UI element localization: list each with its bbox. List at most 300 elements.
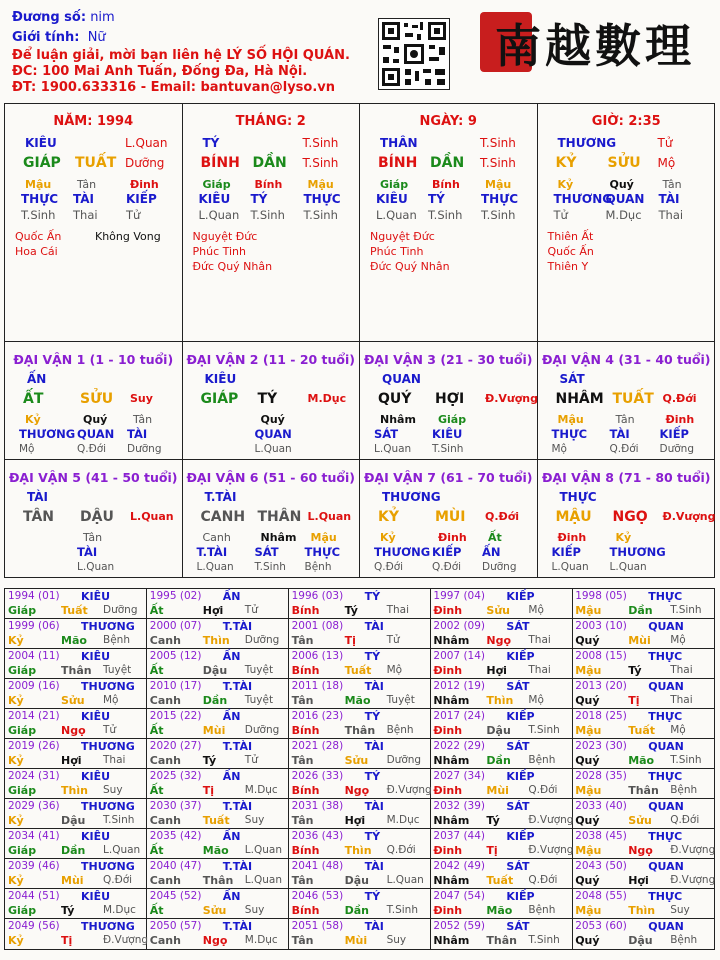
year-state: Thai: [103, 754, 126, 766]
year-chi: Hợi: [628, 874, 649, 887]
year-chi: Mùi: [628, 634, 651, 647]
year-state: Tử: [244, 604, 258, 616]
header-line-phone: ĐT: 1900.633316 - Email: bantuvan@lyso.vn: [12, 80, 336, 95]
year-state: L.Quan: [244, 844, 282, 856]
year-chi: Dần: [344, 904, 369, 917]
year-chi: Tuất: [486, 874, 514, 887]
year-chi: Mão: [202, 844, 229, 857]
year-state: L.Quan: [103, 844, 141, 856]
year-can: Bính: [291, 904, 320, 917]
dai-van-state: Q.Đới: [485, 510, 520, 523]
year-label: 2022 (29): [433, 740, 486, 752]
dai-van-cell: [5, 460, 183, 578]
year-label: 2024 (31): [8, 770, 60, 782]
year-god: KIẾP: [506, 650, 535, 663]
year-chi: Ngọ: [344, 784, 370, 797]
qr-code-icon[interactable]: [378, 18, 450, 90]
year-can: Bính: [291, 724, 320, 737]
year-god: TÝ: [364, 710, 381, 723]
year-chi: Dần: [61, 844, 86, 857]
year-state: Tuyệt: [244, 664, 274, 676]
hidden-star: Thai: [73, 208, 98, 222]
year-chi: Hợi: [344, 814, 366, 827]
year-god: KIẾP: [506, 830, 535, 843]
year-label: 1999 (06): [8, 620, 60, 632]
year-god: KIẾP: [506, 890, 535, 903]
year-cell: [5, 889, 147, 919]
hidden-star: Tử: [126, 208, 141, 222]
pillar-cell: [183, 104, 361, 342]
hidden-star: Bệnh: [304, 561, 332, 573]
year-chi: Mùi: [61, 874, 84, 887]
year-state: Dưỡng: [103, 604, 138, 616]
pillar-note: Hoa Cái: [15, 245, 58, 258]
year-god: TÝ: [364, 770, 381, 783]
hidden-star: L.Quan: [77, 561, 115, 573]
year-chi: Thân: [628, 784, 659, 797]
dai-van-cell: [183, 342, 361, 460]
year-cell: [572, 859, 714, 889]
hidden-god: KIẾP: [659, 427, 689, 441]
pillar-note: Đức Quý Nhân: [192, 260, 273, 273]
year-god: THỰC: [648, 650, 683, 663]
dai-van-state: M.Dục: [307, 392, 347, 405]
year-can: Mậu: [575, 844, 602, 857]
hidden-stem: Canh: [202, 531, 231, 544]
year-cell: [5, 859, 147, 889]
pillar-star: T.Sinh: [480, 136, 516, 150]
year-can: Bính: [291, 844, 320, 857]
year-god: THỰC: [648, 770, 683, 783]
year-label: 2028 (35): [575, 770, 627, 782]
hidden-god: ẤN: [482, 545, 501, 559]
year-can: Ất: [149, 844, 164, 857]
year-cell: [430, 619, 572, 649]
hidden-god: TÀI: [127, 427, 148, 441]
year-cell: [289, 619, 431, 649]
year-state: T.Sinh: [386, 904, 418, 916]
year-state: T.Sinh: [528, 934, 560, 946]
year-chi: Mùi: [202, 724, 226, 737]
dai-van-can: QUÝ: [378, 391, 412, 407]
year-god: ẤN: [222, 890, 241, 903]
hidden-star: Dưỡng: [482, 561, 517, 573]
year-can: Ất: [149, 724, 164, 737]
year-cell: [572, 919, 714, 949]
hidden-stem: Bính: [432, 178, 460, 191]
year-god: TÝ: [364, 830, 381, 843]
year-can: Canh: [149, 754, 181, 767]
year-label: 2051 (58): [291, 920, 344, 932]
hidden-stem: Đinh: [665, 413, 695, 426]
hidden-god: TÝ: [250, 192, 268, 206]
year-state: Thai: [528, 634, 551, 646]
year-can: Tân: [291, 934, 314, 947]
year-label: 2002 (09): [433, 620, 486, 632]
hidden-stem: Mậu: [310, 531, 337, 544]
year-can: Kỷ: [8, 814, 24, 827]
year-label: 2007 (14): [433, 650, 486, 662]
year-state: L.Quan: [386, 874, 424, 886]
hidden-stem: Đinh: [438, 531, 467, 544]
year-label: 2009 (16): [8, 680, 60, 692]
year-state: Dưỡng: [244, 634, 280, 646]
year-can: Canh: [149, 694, 181, 707]
year-cell: [147, 589, 289, 619]
year-state: Thai: [386, 604, 410, 616]
pillar-note: Phúc Tinh: [370, 245, 424, 258]
year-cell: [572, 649, 714, 679]
pillar-title: NGÀY: 9: [419, 114, 477, 129]
year-cell: [430, 739, 572, 769]
pillar-chi-state: T.Sinh: [480, 156, 516, 170]
header-info: [12, 8, 350, 96]
year-label: 2027 (34): [433, 770, 486, 782]
hidden-stem: Tân: [77, 178, 97, 191]
header-line-owner: Đương số: nim: [12, 10, 115, 25]
hidden-god: QUAN: [254, 427, 292, 441]
dai-van-state: Suy: [130, 392, 153, 405]
year-chi: Thân: [486, 934, 517, 947]
hidden-god: TÝ: [428, 192, 445, 206]
dai-van-title: ĐẠI VẬN 7 (61 - 70 tuổi): [363, 470, 533, 485]
year-god: KIẾP: [506, 590, 535, 603]
year-state: Dưỡng: [244, 724, 280, 736]
year-can: Kỷ: [8, 754, 24, 767]
year-chi: Thìn: [486, 694, 514, 707]
year-state: Bệnh: [670, 784, 698, 796]
year-chi: Tị: [486, 844, 498, 857]
year-can: Canh: [149, 934, 181, 947]
hidden-star: T.Sinh: [254, 561, 286, 573]
year-god: THƯƠNG: [81, 860, 135, 873]
year-state: Bệnh: [670, 934, 698, 946]
hidden-star: L.Quan: [609, 561, 647, 573]
year-chi: Thìn: [628, 904, 656, 917]
dai-van-title: ĐẠI VẬN 8 (71 - 80 tuổi): [541, 470, 711, 485]
year-cell: [289, 799, 431, 829]
pillar-star: L.Quan: [125, 136, 168, 150]
pillar-cell: [5, 104, 183, 342]
hidden-stem: Mậu: [25, 178, 52, 191]
pillar-title: NĂM: 1994: [53, 114, 134, 129]
year-state: Tử: [103, 724, 117, 736]
year-state: Đ.Vượng: [528, 844, 574, 856]
year-cell: [147, 859, 289, 889]
year-cell: [430, 859, 572, 889]
dai-van-cell: [5, 342, 183, 460]
year-chi: Ngọ: [202, 934, 228, 947]
year-label: 2034 (41): [8, 830, 60, 842]
hidden-stem: Kỷ: [615, 531, 632, 544]
pillar-can: BÍNH: [378, 155, 418, 171]
year-god: QUAN: [648, 620, 684, 633]
year-can: Tân: [291, 874, 314, 887]
year-cell: [289, 679, 431, 709]
year-state: Đ.Vượng: [670, 844, 716, 856]
year-god: QUAN: [648, 920, 684, 933]
pillar-note: Thiên Y: [547, 260, 589, 273]
year-state: T.Sinh: [670, 754, 702, 766]
pillar-chi-state: T.Sinh: [302, 156, 339, 170]
year-cell: [430, 889, 572, 919]
pillar-can: GIÁP: [23, 155, 61, 171]
year-label: 2005 (12): [149, 650, 202, 662]
year-god: QUAN: [648, 680, 684, 693]
year-chi: Thân: [344, 724, 376, 737]
year-state: Mộ: [528, 694, 544, 706]
year-state: Tử: [386, 634, 400, 646]
year-state: Mộ: [528, 604, 544, 616]
hidden-god: THỰC: [304, 545, 341, 559]
year-label: 2029 (36): [8, 800, 60, 812]
year-state: Mộ: [103, 694, 119, 706]
pillar-note: Phúc Tinh: [192, 245, 247, 258]
year-chi: Thìn: [344, 844, 372, 857]
year-cell: [5, 829, 147, 859]
year-state: Thai: [670, 664, 693, 676]
pillar-chi-state: Mộ: [657, 156, 676, 170]
year-label: 2048 (55): [575, 890, 627, 902]
year-god: T.TÀI: [222, 740, 253, 753]
year-god: TÀI: [364, 740, 384, 753]
hidden-god: THỰC: [481, 192, 519, 206]
year-cell: [430, 829, 572, 859]
year-god: THƯƠNG: [81, 680, 135, 693]
year-state: Tử: [244, 754, 258, 766]
year-label: 2025 (32): [149, 770, 202, 782]
year-label: 2014 (21): [8, 710, 60, 722]
hidden-god: KIÊU: [432, 427, 463, 441]
dai-van-title: ĐẠI VẬN 5 (41 - 50 tuổi): [8, 470, 178, 485]
hidden-stem: Kỷ: [557, 178, 574, 191]
dai-van-god: TÀI: [27, 490, 49, 504]
year-state: Mộ: [386, 664, 403, 676]
hidden-god: T.TÀI: [196, 545, 228, 559]
pillar-god: THƯƠNG: [557, 136, 617, 150]
hidden-god: THỰC: [303, 192, 341, 206]
dai-van-can: ẤT: [23, 391, 44, 407]
year-label: 2037 (44): [433, 830, 486, 842]
year-can: Kỷ: [8, 634, 24, 647]
year-can: Nhâm: [433, 694, 470, 707]
year-chi: Tị: [344, 634, 356, 647]
year-label: 2052 (59): [433, 920, 486, 932]
pillar-cell: [360, 104, 538, 342]
pillar-note: Nguyệt Đức: [370, 230, 435, 243]
year-can: Quý: [575, 754, 600, 767]
hidden-god: SÁT: [374, 427, 399, 441]
hidden-star: Dưỡng: [659, 443, 694, 455]
year-god: TÀI: [364, 920, 384, 933]
dai-van-chi: THÂN: [257, 509, 302, 525]
year-cell: [289, 649, 431, 679]
year-cell: [572, 709, 714, 739]
hidden-god: THƯƠNG: [609, 545, 666, 559]
dai-van-can: GIÁP: [200, 391, 239, 407]
year-label: 2011 (18): [291, 680, 344, 692]
year-state: Suy: [103, 784, 123, 796]
pillar-star: Tử: [657, 136, 673, 150]
year-can: Quý: [575, 634, 600, 647]
hidden-star: M.Dục: [605, 208, 642, 222]
year-cell: [147, 619, 289, 649]
year-can: Ất: [149, 604, 164, 617]
pillar-note: Quốc Ấn: [547, 245, 594, 258]
year-god: ẤN: [222, 770, 241, 783]
hidden-star: T.Sinh: [428, 208, 463, 222]
hidden-stem: Quý: [83, 413, 108, 426]
year-god: KIẾP: [506, 770, 535, 783]
year-can: Giáp: [8, 904, 37, 917]
year-god: ẤN: [222, 650, 241, 663]
hidden-star: L.Quan: [254, 443, 292, 455]
pillar-chi: DẦN: [252, 155, 287, 171]
hidden-stem: Kỷ: [380, 531, 396, 544]
year-god: THƯƠNG: [81, 920, 135, 933]
year-cell: [5, 769, 147, 799]
year-can: Bính: [291, 664, 320, 677]
year-can: Canh: [149, 634, 181, 647]
year-cell: [430, 589, 572, 619]
hidden-star: Q.Đới: [77, 443, 107, 455]
hidden-god: TÀI: [609, 427, 630, 441]
year-god: KIÊU: [81, 770, 111, 783]
year-cell: [5, 649, 147, 679]
year-can: Canh: [149, 874, 181, 887]
year-god: T.TÀI: [222, 620, 253, 633]
hidden-god: QUAN: [77, 427, 115, 441]
year-chi: Sửu: [344, 754, 369, 767]
dai-van-chi: TUẤT: [612, 391, 654, 407]
hidden-god: TÀI: [73, 192, 95, 206]
dai-van-state: L.Quan: [130, 510, 174, 523]
hidden-stem: Nhâm: [380, 413, 416, 426]
year-label: 1994 (01): [8, 590, 60, 602]
pillar-god: THÂN: [380, 136, 418, 150]
year-can: Ất: [149, 664, 164, 677]
year-god: SÁT: [506, 860, 530, 873]
year-label: 2038 (45): [575, 830, 627, 842]
year-can: Quý: [575, 934, 600, 947]
year-label: 2043 (50): [575, 860, 627, 872]
year-can: Tân: [291, 634, 314, 647]
year-chi: Thìn: [202, 634, 230, 647]
year-chi: Tị: [202, 784, 215, 797]
year-can: Nhâm: [433, 634, 470, 647]
year-can: Kỷ: [8, 874, 24, 887]
year-state: Bệnh: [103, 634, 130, 646]
hidden-god: TÀI: [658, 192, 680, 206]
year-label: 2036 (43): [291, 830, 344, 842]
year-can: Giáp: [8, 664, 37, 677]
year-can: Kỷ: [8, 934, 24, 947]
year-god: QUAN: [648, 740, 684, 753]
pillar-note: Nguyệt Đức: [192, 230, 258, 243]
hidden-stem: Quý: [609, 178, 634, 191]
year-can: Ất: [149, 784, 164, 797]
hidden-stem: Quý: [260, 413, 285, 426]
dai-van-chi: DẬU: [80, 509, 114, 525]
year-chi: Tị: [628, 694, 640, 707]
year-god: TÀI: [364, 620, 384, 633]
year-can: Nhâm: [433, 934, 470, 947]
hidden-god: KIẾP: [551, 545, 581, 559]
dai-van-title: ĐẠI VẬN 6 (51 - 60 tuổi): [186, 470, 356, 485]
hidden-god: KIÊU: [376, 192, 408, 206]
pillar-can: KỶ: [555, 155, 577, 171]
year-can: Đinh: [433, 844, 463, 857]
year-can: Giáp: [8, 784, 37, 797]
dai-van-can: MẬU: [555, 509, 592, 525]
year-chi: Sửu: [486, 604, 510, 617]
dai-van-title: ĐẠI VẬN 3 (21 - 30 tuổi): [363, 352, 533, 367]
year-state: M.Dục: [103, 904, 136, 916]
header-line-contact: Để luận giải, mời bạn liên hệ LÝ SỐ HỘI QUÁN.: [12, 48, 350, 63]
year-cell: [289, 769, 431, 799]
year-cell: [5, 919, 147, 949]
hidden-stem: Mậu: [485, 178, 512, 191]
dai-van-god: QUAN: [382, 372, 421, 386]
year-cell: [5, 589, 147, 619]
year-state: Bệnh: [528, 754, 556, 766]
year-label: 2031 (38): [291, 800, 344, 812]
year-label: 2020 (27): [149, 740, 202, 752]
hidden-star: L.Quan: [551, 561, 589, 573]
year-chi: Mùi: [486, 784, 509, 797]
dai-van-cell: [538, 342, 716, 460]
dai-van-can: NHÂM: [555, 391, 604, 407]
year-god: T.TÀI: [222, 680, 253, 693]
year-state: Tuyệt: [244, 694, 274, 706]
year-label: 2050 (57): [149, 920, 202, 932]
year-can: Đinh: [433, 724, 463, 737]
year-state: M.Dục: [244, 934, 278, 946]
year-god: TÝ: [364, 890, 381, 903]
year-can: Tân: [291, 814, 314, 827]
year-chi: Hợi: [486, 664, 507, 677]
hidden-god: KIẾP: [126, 192, 157, 206]
dai-van-chi: HỢI: [435, 391, 465, 407]
year-label: 2033 (40): [575, 800, 627, 812]
year-state: Đ.Vượng: [670, 874, 716, 886]
year-chi: Tý: [628, 664, 642, 677]
hidden-star: T.Sinh: [481, 208, 516, 222]
pillar-title: THÁNG: 2: [235, 114, 306, 129]
dai-van-state: Đ.Vượng: [485, 392, 539, 405]
year-god: SÁT: [506, 680, 530, 693]
year-state: Mộ: [670, 634, 686, 646]
year-label: 2044 (51): [8, 890, 60, 902]
year-chi: Tý: [61, 904, 75, 917]
year-cell: [147, 679, 289, 709]
year-cell: [572, 619, 714, 649]
year-label: 2030 (37): [149, 800, 202, 812]
year-label: 2000 (07): [149, 620, 202, 632]
hidden-stem: Nhâm: [260, 531, 297, 544]
hidden-stem: Đinh: [557, 531, 587, 544]
header-line-address: ĐC: 100 Mai Anh Tuấn, Đống Đa, Hà Nội.: [12, 64, 308, 79]
year-label: 2023 (30): [575, 740, 627, 752]
hidden-star: Dưỡng: [127, 443, 162, 455]
year-cell: [572, 799, 714, 829]
pillar-note: Không Vong: [95, 230, 161, 243]
year-label: 1995 (02): [149, 590, 202, 602]
year-can: Mậu: [575, 724, 602, 737]
year-cell: [430, 709, 572, 739]
year-label: 2021 (28): [291, 740, 344, 752]
year-can: Bính: [291, 784, 320, 797]
